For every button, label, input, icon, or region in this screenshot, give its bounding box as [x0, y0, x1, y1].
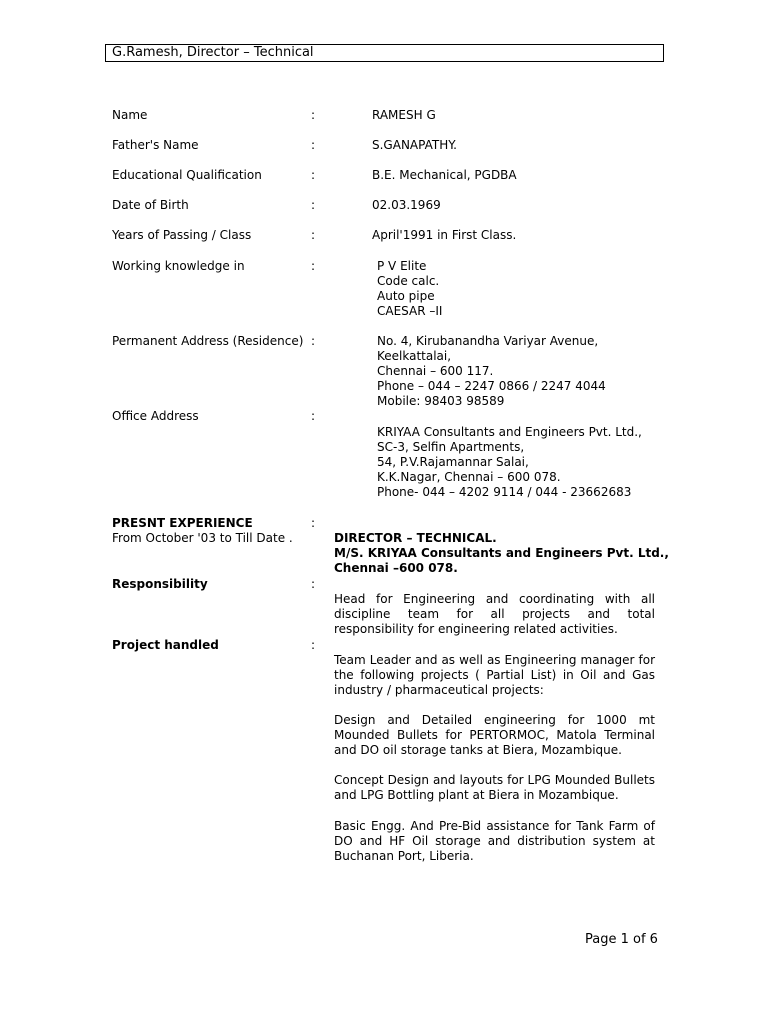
dob-colon: : [311, 198, 316, 212]
permanent-address-line: Mobile: 98403 98589 [377, 394, 505, 408]
responsibility-text: Head for Engineering and coordinating with all discipline team for all projects and total responsibility for engineering related activities. [334, 592, 655, 636]
office-address-line: Phone- 044 – 4202 9114 / 044 - 23662683 [377, 485, 632, 499]
knowledge-item: P V Elite [377, 259, 427, 273]
permanent-address-line: Chennai – 600 117. [377, 364, 494, 378]
projects-colon: : [311, 638, 316, 652]
education-colon: : [311, 168, 316, 182]
project-paragraph: Team Leader and as well as Engineering manager for the following projects ( Partial List) in Oil and Gas industry / pharmaceutical projects: [334, 653, 655, 697]
office-address-label: Office Address [112, 409, 199, 423]
knowledge-colon: : [311, 259, 316, 273]
permanent-address-colon: : [311, 334, 316, 348]
office-address-line: KRIYAA Consultants and Engineers Pvt. Ltd., [377, 425, 642, 439]
office-address-line: K.K.Nagar, Chennai – 600 078. [377, 470, 561, 484]
name-value: RAMESH G [372, 108, 436, 122]
permanent-address-line: Keelkattalai, [377, 349, 452, 363]
dob-label: Date of Birth [112, 198, 189, 212]
education-value: B.E. Mechanical, PGDBA [372, 168, 517, 182]
responsibility-label: Responsibility [112, 577, 208, 591]
projects-label: Project handled [112, 638, 219, 652]
office-address-line: 54, P.V.Rajamannar Salai, [377, 455, 529, 469]
permanent-address-label: Permanent Address (Residence) [112, 334, 304, 348]
experience-period: From October '03 to Till Date . [112, 531, 293, 545]
name-label: Name [112, 108, 148, 122]
experience-label: PRESNT EXPERIENCE [112, 516, 253, 530]
passing-colon: : [311, 228, 316, 242]
permanent-address-line: Phone – 044 – 2247 0866 / 2247 4044 [377, 379, 606, 393]
project-paragraph: Concept Design and layouts for LPG Mounded Bullets and LPG Bottling plant at Biera in Mozambique. [334, 773, 655, 802]
experience-company: M/S. KRIYAA Consultants and Engineers Pvt. Ltd., [334, 546, 669, 560]
dob-value: 02.03.1969 [372, 198, 441, 212]
name-colon: : [311, 108, 316, 122]
permanent-address-line: No. 4, Kirubanandha Variyar Avenue, [377, 334, 599, 348]
knowledge-item: CAESAR –II [377, 304, 443, 318]
experience-title: DIRECTOR – TECHNICAL. [334, 531, 497, 545]
project-paragraph: Basic Engg. And Pre-Bid assistance for Tank Farm of DO and HF Oil storage and distribution system at Buchanan Port, Liberia. [334, 819, 655, 863]
document-header: G.Ramesh, Director – Technical [105, 44, 664, 62]
passing-value: April'1991 in First Class. [372, 228, 517, 242]
knowledge-label: Working knowledge in [112, 259, 245, 273]
office-address-colon: : [311, 409, 316, 423]
responsibility-colon: : [311, 577, 316, 591]
knowledge-item: Auto pipe [377, 289, 435, 303]
experience-colon: : [311, 516, 316, 530]
page-number: Page 1 of 6 [585, 932, 658, 947]
father-name-value: S.GANAPATHY. [372, 138, 457, 152]
education-label: Educational Qualification [112, 168, 262, 182]
project-paragraph: Design and Detailed engineering for 1000 mt Mounded Bullets for PERTORMOC, Matola Terminal and DO oil storage tanks at Biera, Mozambique. [334, 713, 655, 757]
father-name-label: Father's Name [112, 138, 199, 152]
experience-city: Chennai –600 078. [334, 561, 458, 575]
knowledge-item: Code calc. [377, 274, 440, 288]
office-address-line: SC-3, Selfin Apartments, [377, 440, 525, 454]
passing-label: Years of Passing / Class [112, 228, 252, 242]
father-name-colon: : [311, 138, 316, 152]
